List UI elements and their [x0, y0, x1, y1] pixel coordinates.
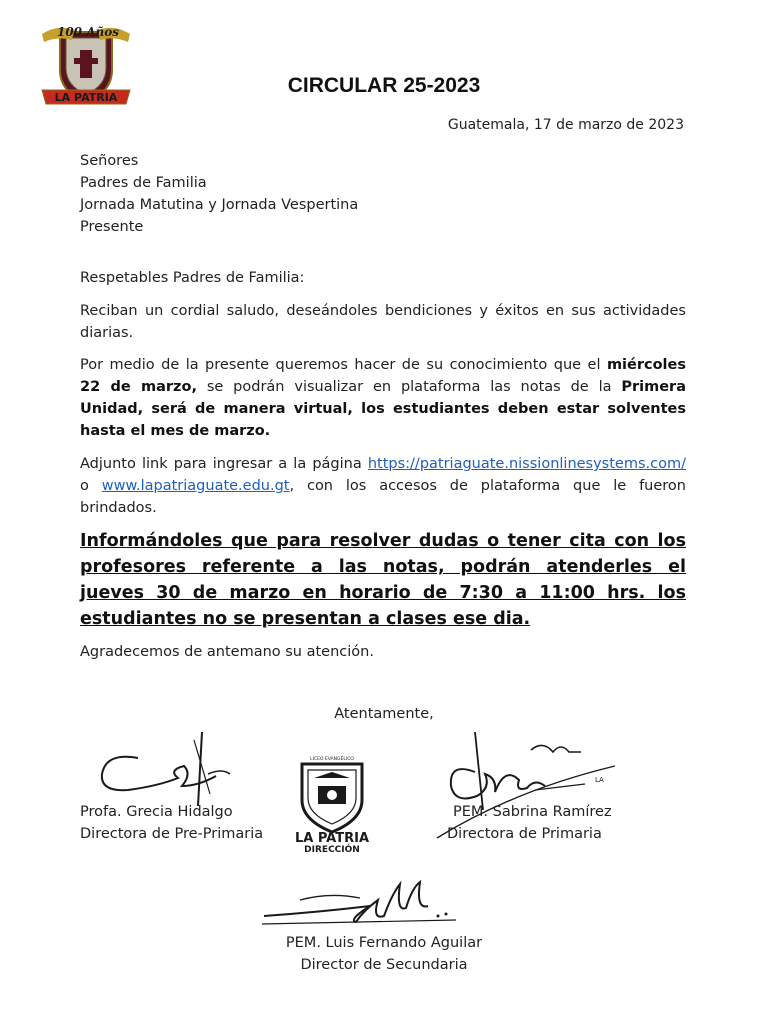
paragraph-grades-notice: [80, 354, 686, 442]
signatory-name: PEM. Luis Fernando Aguilar: [285, 935, 483, 951]
signatory-name: Profa. Grecia Hidalgo: [80, 804, 233, 820]
paragraph-text: Adjunto link para ingresar a la página: [80, 456, 368, 472]
seal-top-text: LICEO EVANGÉLICO: [310, 757, 354, 762]
signatory-role: Directora de Pre-Primaria: [80, 826, 264, 842]
greeting: Respetables Padres de Familia:: [80, 270, 305, 286]
signatory-pre-primaria: [80, 801, 263, 845]
platform-link[interactable]: https://patriaguate.nissionlinesystems.com/: [367, 456, 686, 472]
recipient-block: [80, 150, 358, 238]
recipient-line: Señores: [80, 153, 139, 169]
logo-bottom-text: LA PATRIA: [54, 91, 118, 104]
paragraph-appointment-notice: Informándoles que para resolver dudas o tener cita con los profesores referente a las notas, podrán atenderles el jueves 30 de marzo en horario de 7:30 a 11:00 hrs. los estudiantes no se presentan a clases ese dia.: [80, 531, 686, 629]
school-seal: [294, 750, 370, 854]
signatory-secundaria: [0, 932, 768, 976]
paragraph-greeting-wishes: Reciban un cordial saludo, deseándoles bendiciones y éxitos en sus actividades diarias.: [80, 303, 686, 341]
paragraph-thanks: Agradecemos de antemano su atención.: [80, 644, 374, 660]
paragraph-text: Por medio de la presente queremos hacer de su conocimiento que el: [80, 357, 607, 373]
signature-left: [98, 730, 234, 808]
logo-top-text: 100 Años: [56, 25, 120, 39]
recipient-line: Jornada Matutina y Jornada Vespertina: [80, 197, 359, 213]
unit-highlight: Primera Unidad, será de manera virtual, los estudiantes deben estar solventes hasta el mes de marzo.: [80, 379, 686, 439]
seal-name: LA PATRIA: [294, 831, 370, 846]
seal-label: DIRECCIÓN: [304, 845, 360, 854]
website-link[interactable]: www.lapatriaguate.edu.gt: [101, 478, 290, 494]
signatory-name: PEM. Sabrina Ramírez: [453, 804, 612, 820]
date-highlight: miércoles 22 de marzo,: [80, 357, 686, 395]
paragraph-text: se podrán visualizar en plataforma las notas de la: [196, 379, 622, 395]
circular-date: Guatemala, 17 de marzo de 2023: [447, 117, 684, 133]
signatory-role: Directora de Primaria: [447, 826, 602, 842]
signatory-role: Director de Secundaria: [300, 957, 468, 973]
paragraph-text: o: [80, 478, 102, 494]
paragraph-links: [80, 453, 686, 519]
recipient-line: Padres de Familia: [80, 175, 207, 191]
paragraph-text: , con los accesos de plataforma que le fueron brindados.: [80, 478, 686, 516]
circular-title: CIRCULAR 25-2023: [287, 74, 481, 97]
recipient-line: Presente: [80, 219, 144, 235]
signature-bottom: [260, 876, 460, 932]
signatory-primaria: [447, 801, 612, 845]
closing-salutation: Atentamente,: [334, 706, 434, 722]
svg-text:LA: LA: [595, 776, 604, 784]
